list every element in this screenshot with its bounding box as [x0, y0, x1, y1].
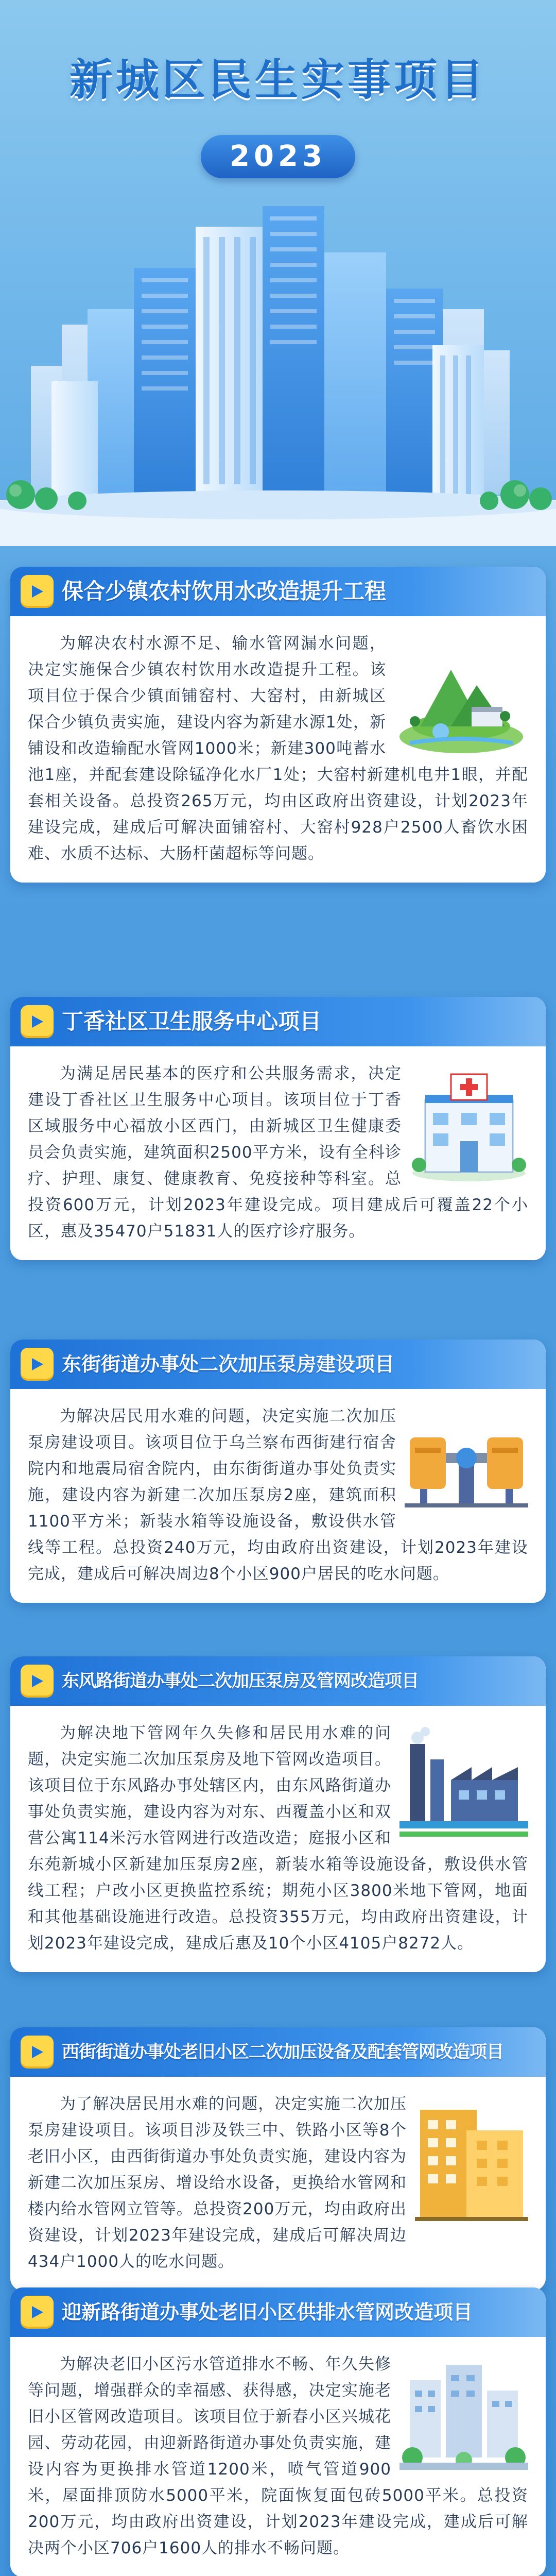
project-card-1 [10, 567, 546, 883]
project-card-body [10, 1706, 546, 1972]
project-card-header [10, 567, 546, 616]
project-title: 丁香社区卫生服务中心项目 [62, 1009, 322, 1034]
project-title: 西街街道办事处老旧小区二次加压设备及配套管网改造项目 [62, 2042, 503, 2062]
header-banner [0, 0, 556, 546]
project-title: 保合少镇农村饮用水改造提升工程 [62, 579, 387, 604]
apartment-building-illustration [415, 2094, 528, 2223]
play-marker-icon [21, 2296, 54, 2329]
project-card-header [10, 1656, 546, 1706]
page-title: 新城区民生实事项目 [69, 55, 486, 105]
project-description: 为满足居民基本的医疗和公共服务需求，决定建设丁香社区卫生服务中心项目。该项目位于丁香区域服务中心福放小区西门，由新城区卫生健康委员会负责实施，建筑面积2500平方米，设有全科诊疗、护理、康复、健康教育、免疫接种等科室。总投资600万元，计划2023年建设完成。项目建成后可覆盖22个小区，惠及35470户51831人的医疗诊疗服务。 [28, 1064, 528, 1241]
project-title: 东街街道办事处二次加压泵房建设项目 [62, 1353, 395, 1376]
project-card-body [10, 2337, 546, 2576]
project-card-2 [10, 997, 546, 1260]
project-card-body [10, 1046, 546, 1260]
play-marker-icon [21, 2036, 54, 2069]
project-card-4 [10, 1656, 546, 1972]
play-marker-icon [21, 1005, 54, 1038]
project-card-body [10, 616, 546, 883]
play-marker-icon [21, 575, 54, 608]
project-card-5 [10, 2027, 546, 2291]
project-card-body [10, 2077, 546, 2291]
play-marker-icon [21, 1348, 54, 1381]
project-card-header [10, 997, 546, 1046]
project-title: 东风路街道办事处二次加压泵房及管网改造项目 [62, 1671, 419, 1691]
residential-district-illustration [399, 2354, 528, 2473]
project-description: 为解决居民用水难的问题，决定实施二次加压泵房建设项目。该项目位于乌兰察布西街建行宿舍院内和地震局宿舍院内，由东街街道办事处负责实施，建设内容为新建二次加压泵房2座，建筑面积1100平方米；新装水箱等设施设备，敷设供水管线等工程。总投资240万元，均由政府出资建设，计划2023年建设完成，建成后可解决周边8个小区900户居民的吃水问题。 [28, 1407, 528, 1583]
city-skyline-illustration [0, 196, 556, 546]
year-badge: 2023 [201, 135, 355, 178]
water-plant-illustration [394, 634, 528, 757]
project-card-3 [10, 1340, 546, 1603]
project-description: 为解决地下管网年久失修和居民用水难的问题，决定实施二次加压泵房及地下管网改造项目。该项目位于东风路办事处辖区内，由东风路街道办事处负责实施，建设内容为对东、西覆盖小区和双营公寓114米污水管网进行改造改造；庭报小区和东苑新城小区新建加压泵房2座，新装水箱等设施设备，敷设供水管线工程；户改小区更换监控系统；期苑小区3800米地下管网，地面和其他基础设施进行改造。总投资355万元，均由政府出资建设，计划2023年建设完成，建成后惠及10个小区4105户8272人。 [28, 1724, 528, 1953]
project-title: 迎新路街道办事处老旧小区供排水管网改造项目 [62, 2301, 473, 2324]
factory-pipes-illustration [399, 1723, 528, 1847]
project-card-body [10, 1389, 546, 1603]
project-description: 为解决老旧小区污水管道排水不畅、年久失修等问题，增强群众的幸福感、获得感，决定实施老旧小区管网改造项目。该项目位于新春小区兴城花园、劳动花园，由迎新路街道办事处负责实施，建设内容为更换排水管道1200米，喷气管道900米，屋面排顶防水5000平米，院面恢复面包砖5000平米。总投资200万元，均由政府出资建设，计划2023年建设完成，建成后可解决两个小区706户1600人的排水不畅问题。 [28, 2355, 528, 2557]
pump-station-illustration [405, 1406, 528, 1510]
project-card-header [10, 2287, 546, 2337]
project-description: 为解决农村水源不足、输水管网漏水问题，决定实施保合少镇农村饮用水改造提升工程。该项目位于保合少镇面铺窑村、大窑村，由新城区保合少镇负责实施，建设内容为新建水源1处，新铺设和改造输配水管网1000米；新建300吨蓄水池1座，并配套建设除锰净化水厂1处；大窑村新建机电井1眼，并配套相关设备。总投资265万元，均由区政府出资建设，计划2023年建设完成，建成后可解决面铺窑村、大窑村928户2500人畜饮水困难、水质不达标、大肠杆菌超标等问题。 [28, 634, 528, 863]
project-card-6 [10, 2287, 546, 2576]
project-description: 为了解决居民用水难的问题，决定实施二次加压泵房建设项目。该项目涉及铁三中、铁路小区等8个老旧小区，由西街街道办事处负责实施，建设内容为新建二次加压泵房、增设给水设备，更换给水管网和楼内给水管网立管等。总投资200万元，均由政府出资建设，计划2023年建设完成，建成后可解决周边434户1000人的吃水问题。 [28, 2095, 407, 2271]
play-marker-icon [21, 1665, 54, 1698]
clinic-building-illustration [410, 1064, 528, 1182]
project-card-header [10, 1340, 546, 1389]
project-card-header [10, 2027, 546, 2077]
